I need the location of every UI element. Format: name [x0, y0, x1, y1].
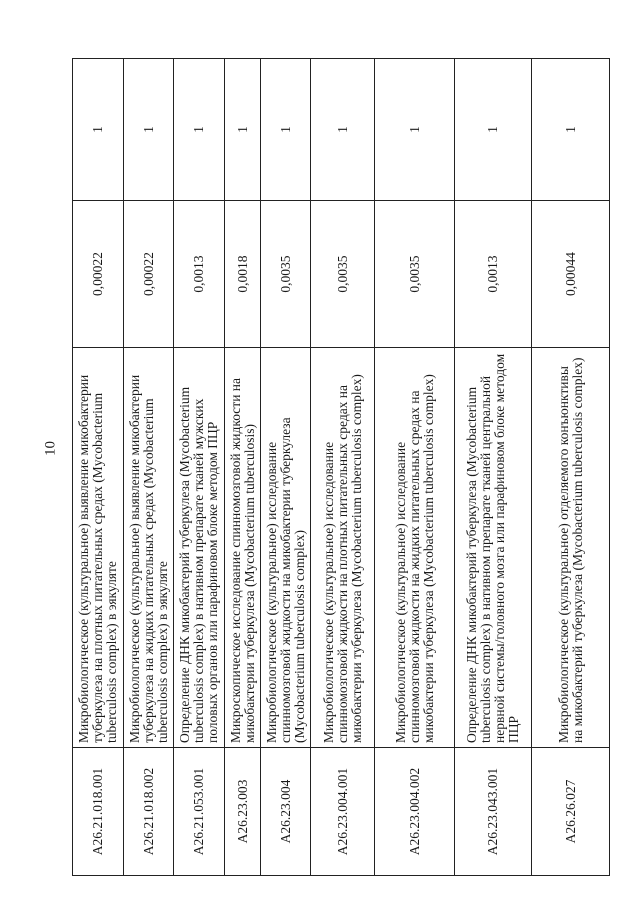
- service-code: A26.26.027: [532, 748, 610, 876]
- service-multiplicity: 1: [455, 59, 532, 201]
- service-name: Микроскопическое исследование спинномозговой жидкости на микобактерии туберкулеза (Mycobacterium tuberculosis): [225, 348, 261, 748]
- service-multiplicity: 1: [375, 59, 455, 201]
- table-row: [455, 59, 532, 876]
- service-multiplicity: 1: [311, 59, 375, 201]
- service-frequency: 0,0035: [311, 201, 375, 348]
- service-frequency: 0,00044: [532, 201, 610, 348]
- service-name: Микробиологическое (культуральное) отделяемого конъюнктивы на микобактерий туберкулеза (Mycobacterium tuberculosis complex): [532, 348, 610, 748]
- service-name: Определение ДНК микобактерий туберкулеза (Mycobacterium tuberculosis complex) в нативном препарате тканей центральной нервной системы/головного мозга или парафиновом блоке методом ПЦР: [455, 348, 532, 748]
- service-name: Микробиологическое (культуральное) выявление микобактерии туберкулеза на плотных питательных средах (Mycobacterium tuberculosis complex) в эякуляте: [73, 348, 124, 748]
- services-table: [72, 58, 610, 876]
- service-name: Определение ДНК микобактерий туберкулеза (Mycobacterium tuberculosis complex) в нативном препарате тканей мужских половых органов или парафиновом блоке методом ПЦР: [174, 348, 225, 748]
- service-code: A26.23.043.001: [455, 748, 532, 876]
- service-code: A26.23.004: [261, 748, 311, 876]
- service-code: A26.21.018.001: [73, 748, 124, 876]
- table-row: [225, 59, 261, 876]
- service-frequency: 0,0018: [225, 201, 261, 348]
- service-frequency: 0,00022: [124, 201, 174, 348]
- service-name: Микробиологическое (культуральное) выявление микобактерии туберкулеза на жидких питательных средах (Mycobacterium tuberculosis complex) в эякуляте: [124, 348, 174, 748]
- service-multiplicity: 1: [73, 59, 124, 201]
- table-row: [174, 59, 225, 876]
- service-multiplicity: 1: [225, 59, 261, 201]
- table-row: [124, 59, 174, 876]
- service-frequency: 0,0035: [261, 201, 311, 348]
- service-multiplicity: 1: [124, 59, 174, 201]
- table-row: [532, 59, 610, 876]
- page-number: 10: [42, 441, 59, 456]
- service-name: Микробиологическое (культуральное) исследование спинномозговой жидкости на жидких питательных средах на микобактерии туберкулеза (Mycobacterium tuberculosis complex): [375, 348, 455, 748]
- service-multiplicity: 1: [532, 59, 610, 201]
- table-row: [73, 59, 124, 876]
- service-frequency: 0,0013: [455, 201, 532, 348]
- service-name: Микробиологическое (культуральное) исследование спинномозговой жидкости на плотных питательных средах на микобактерии туберкулеза (Mycobacterium tuberculosis complex): [311, 348, 375, 748]
- service-frequency: 0,00022: [73, 201, 124, 348]
- service-frequency: 0,0035: [375, 201, 455, 348]
- rotated-page-content: [72, 59, 609, 876]
- service-code: A26.21.053.001: [174, 748, 225, 876]
- service-frequency: 0,0013: [174, 201, 225, 348]
- table-row: [375, 59, 455, 876]
- service-name: Микробиологическое (культуральное) исследование спинномозговой жидкости на микобактерии туберкулеза (Mycobacterium tuberculosis complex): [261, 348, 311, 748]
- service-multiplicity: 1: [261, 59, 311, 201]
- service-code: A26.23.004.001: [311, 748, 375, 876]
- service-multiplicity: 1: [174, 59, 225, 201]
- service-code: A26.23.003: [225, 748, 261, 876]
- service-code: A26.23.004.002: [375, 748, 455, 876]
- table-row: [311, 59, 375, 876]
- table-row: [261, 59, 311, 876]
- service-code: A26.21.018.002: [124, 748, 174, 876]
